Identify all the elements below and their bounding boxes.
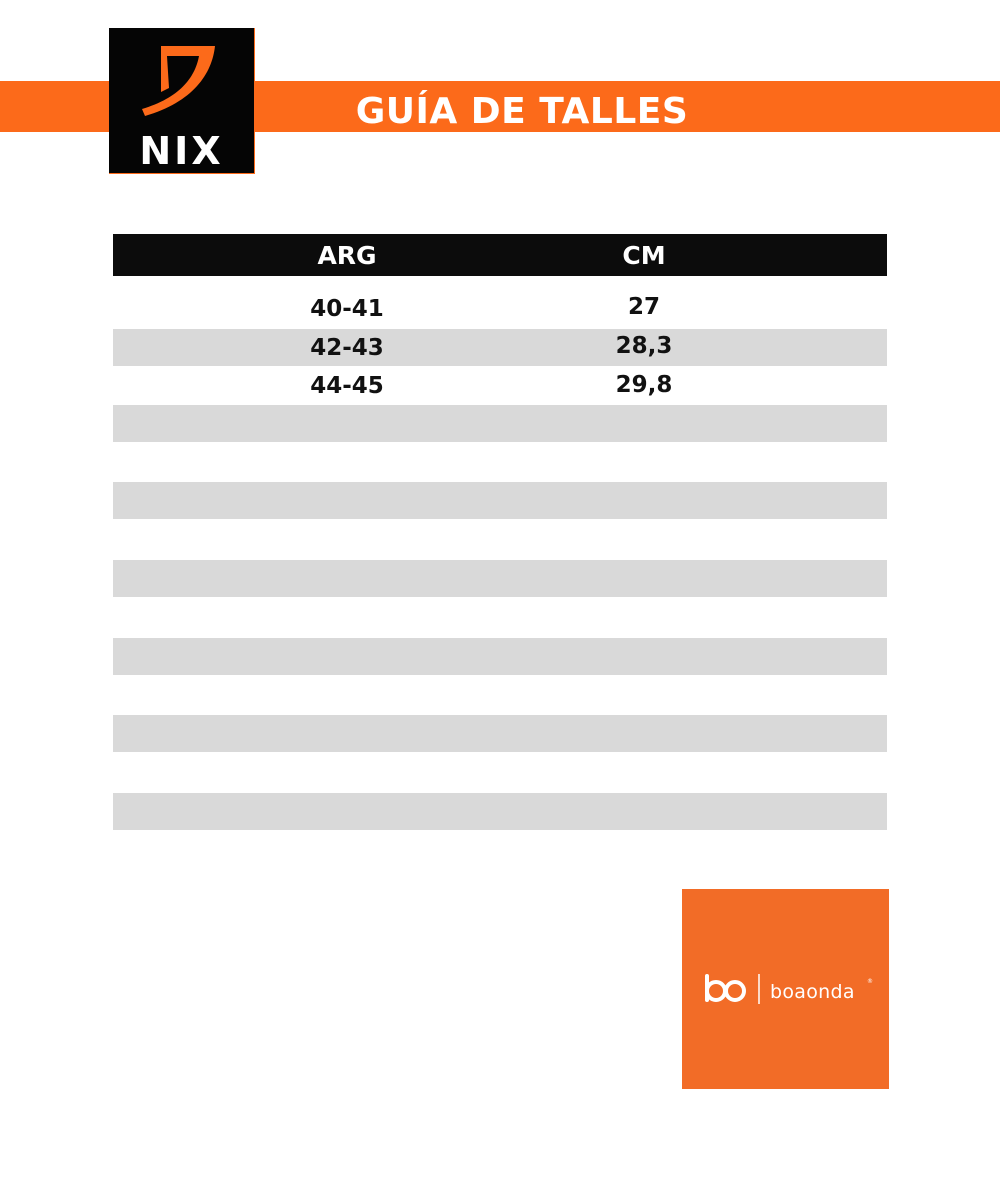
nix-logo [109,28,255,174]
table-row-stripe [113,715,887,752]
table-row-stripe [113,329,887,366]
column-header-cm: CM [622,241,666,270]
brand-logo [682,889,889,1089]
table-row-stripe [113,793,887,830]
column-header-arg: ARG [317,241,377,270]
table-header [113,234,887,276]
cell-arg: 40-41 [310,296,384,322]
cell-arg: 44-45 [310,373,384,399]
brand-name: boaonda [770,981,855,1003]
registered-mark: ® [867,978,873,985]
cell-cm: 29,8 [615,372,673,398]
cell-cm: 28,3 [615,333,673,359]
cell-arg: 42-43 [310,335,384,361]
table-row-stripe [113,405,887,442]
page-title: GUÍA DE TALLES [355,91,689,132]
table-row-stripe [113,482,887,519]
table-row-stripe [113,560,887,597]
table-row-stripe [113,638,887,675]
logo-text: NIX [139,129,224,173]
cell-cm: 27 [627,294,660,320]
